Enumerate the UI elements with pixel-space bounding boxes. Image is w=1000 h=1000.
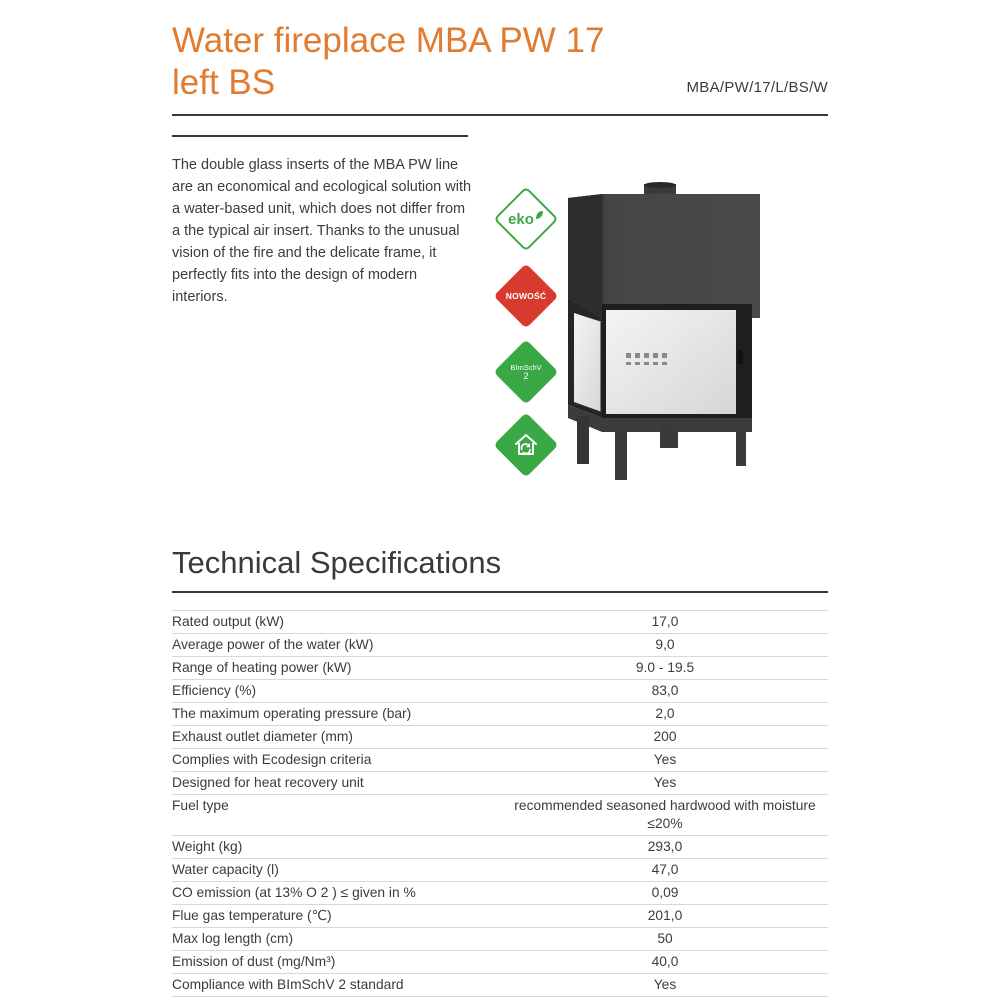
table-row [172, 905, 828, 928]
spec-label: Range of heating power (kW) [172, 657, 502, 680]
new-label: NOWOŚĆ [505, 291, 547, 301]
spec-label: Flue gas temperature (℃) [172, 905, 502, 928]
table-row [172, 859, 828, 882]
spec-value: Yes [502, 772, 828, 795]
spec-label: Water capacity (l) [172, 859, 502, 882]
spec-label: Efficiency (%) [172, 680, 502, 703]
table-row [172, 882, 828, 905]
table-row [172, 749, 828, 772]
table-row [172, 657, 828, 680]
spec-label: Fuel type [172, 795, 502, 836]
product-description: The double glass inserts of the MBA PW line are an economical and ecological solution with a water-based unit, which does not differ from a the typical air insert. Thanks to the unusual vision of the fire and the delicate frame, it perfectly fits into the design of modern interiors. [172, 157, 472, 305]
spec-label: Emission of dust (mg/Nm³) [172, 951, 502, 974]
divider-short [172, 135, 468, 137]
spec-value: 50 [502, 928, 828, 951]
table-row [172, 703, 828, 726]
divider [172, 114, 828, 116]
table-row [172, 795, 828, 836]
spec-value: 293,0 [502, 836, 828, 859]
spec-value: 0,09 [502, 882, 828, 905]
spec-value: 17,0 [502, 611, 828, 634]
product-title: Water fireplace MBA PW 17 left BS [172, 21, 605, 102]
spec-value: Yes [502, 974, 828, 997]
spec-value: 40,0 [502, 951, 828, 974]
spec-value: 83,0 [502, 680, 828, 703]
bimsch-badge [493, 339, 558, 404]
spec-label: Rated output (kW) [172, 611, 502, 634]
table-row [172, 680, 828, 703]
table-row [172, 772, 828, 795]
spec-label: Exhaust outlet diameter (mm) [172, 726, 502, 749]
spec-value: 2,0 [502, 703, 828, 726]
spec-value: 200 [502, 726, 828, 749]
spec-label: Complies with Ecodesign criteria [172, 749, 502, 772]
specifications-table [172, 610, 828, 997]
eko-label: eko [505, 198, 547, 240]
divider-specs [172, 591, 828, 593]
spec-value: 201,0 [502, 905, 828, 928]
spec-label: Compliance with BImSchV 2 standard [172, 974, 502, 997]
spec-label: Designed for heat recovery unit [172, 772, 502, 795]
spec-label: The maximum operating pressure (bar) [172, 703, 502, 726]
spec-value: 9,0 [502, 634, 828, 657]
table-row [172, 611, 828, 634]
spec-label: Max log length (cm) [172, 928, 502, 951]
spec-value: recommended seasoned hardwood with moisture ≤20% [502, 795, 828, 836]
specifications-heading: Technical Specifications [172, 545, 502, 580]
recycle-house-icon [503, 422, 549, 468]
eko-badge [493, 186, 558, 251]
spec-label: Weight (kg) [172, 836, 502, 859]
spec-value: 9.0 - 19.5 [502, 657, 828, 680]
bimsch-label: BImSchV 2 [510, 363, 542, 381]
product-code: MBA/PW/17/L/BS/W [686, 79, 828, 96]
leaf-icon [535, 210, 544, 220]
table-row [172, 726, 828, 749]
spec-value: 47,0 [502, 859, 828, 882]
new-badge [493, 263, 558, 328]
spec-value: Yes [502, 749, 828, 772]
recycle-badge [493, 412, 558, 477]
table-row [172, 634, 828, 657]
spec-label: CO emission (at 13% O 2 ) ≤ given in % [172, 882, 502, 905]
spec-label: Average power of the water (kW) [172, 634, 502, 657]
table-row [172, 951, 828, 974]
table-row [172, 836, 828, 859]
table-row [172, 928, 828, 951]
table-row [172, 974, 828, 997]
fireplace-image [560, 180, 770, 480]
